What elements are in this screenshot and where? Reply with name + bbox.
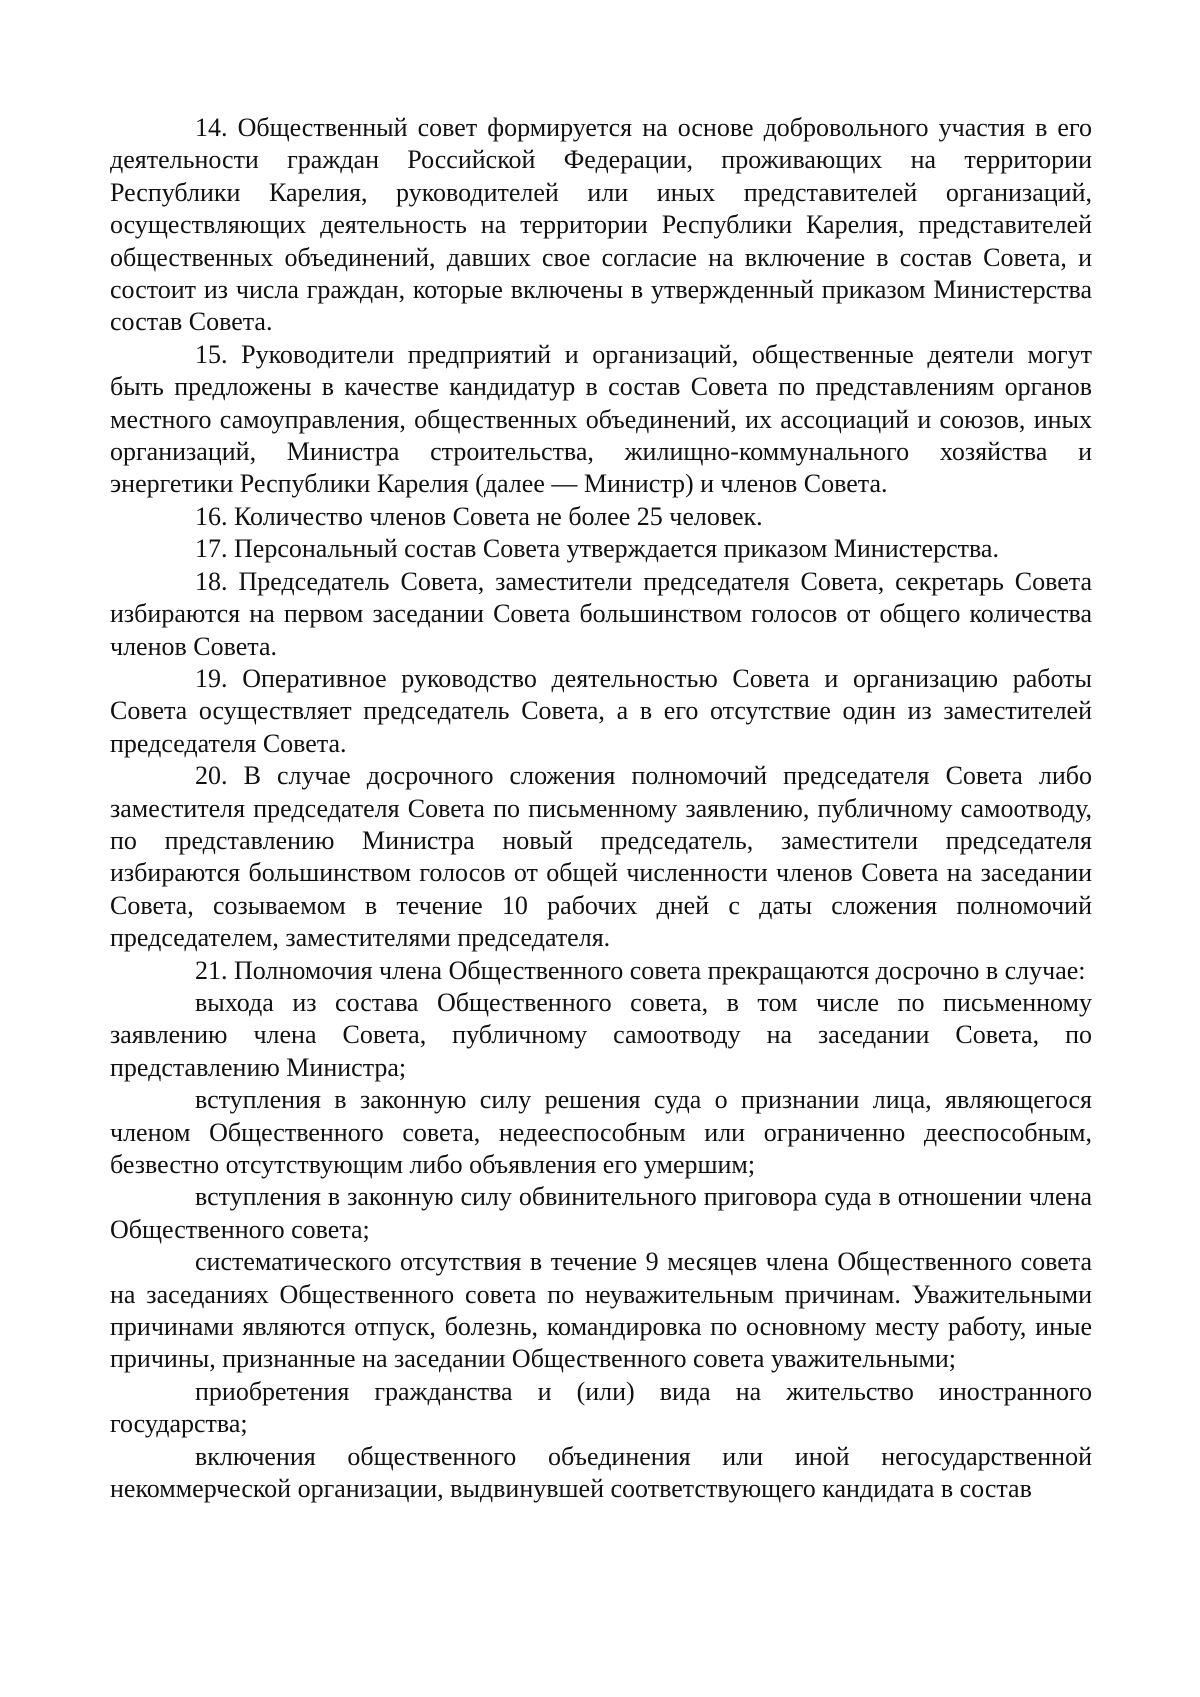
list-item-incapacity: вступления в законную силу решения суда о признании лица, являющегося членом Общественного совета, недееспособным или ограниченно дееспособным, безвестно отсутствующим либо объявления его умершим; — [110, 1085, 1092, 1179]
paragraph-item-15: 15. Руководители предприятий и организаций, общественные деятели могут быть предложены в качестве кандидатур в состав Совета по представлениям органов местного самоуправления, общественных объединений, их ассоциаций и союзов, иных организаций, Министра строительства, жилищно-коммунального хозяйства и энергетики Республики Карелия (далее — Министр) и членов Совета. — [110, 339, 1092, 499]
list-item-conviction: вступления в законную силу обвинительного приговора суда в отношении члена Общественного совета; — [110, 1182, 1092, 1244]
paragraph-item-21: 21. Полномочия члена Общественного совета прекращаются досрочно в случае: — [195, 955, 1086, 985]
paragraph-item-14: 14. Общественный совет формируется на основе добровольного участия в его деятельности граждан Российской Федерации, проживающих на территории Республики Карелия, руководителей или иных представителей организаций, осуществляющих деятельность на территории Республики Карелия, представителей общественных объединений, давших свое согласие на включение в состав Совета, и состоит из числа граждан, которые включены в утвержденный приказом Министерства состав Совета. — [110, 113, 1092, 337]
list-item-resignation: выхода из состава Общественного совета, в том числе по письменному заявлению члена Совета, публичному самоотводу на заседании Совета, по представлению Министра; — [110, 987, 1092, 1082]
document-body — [110, 112, 1092, 1505]
paragraph-item-17: 17. Персональный состав Совета утверждается приказом Министерства. — [195, 534, 999, 564]
list-item-organization: включения общественного объединения или иной негосударственной некоммерческой организации, выдвинувшей соответствующего кандидата в состав — [110, 1441, 1092, 1504]
list-item-absence: систематического отсутствия в течение 9 месяцев члена Общественного совета на заседаниях Общественного совета по неуважительным причинам. Уважительными причинами являются отпуск, болезнь, командировка по основному месту работу, иные причины, признанные на заседании Общественного совета уважительными; — [110, 1247, 1092, 1374]
paragraph-item-18: 18. Председатель Совета, заместители председателя Совета, секретарь Совета избираются на первом заседании Совета большинством голосов от общего количества членов Совета. — [110, 566, 1092, 661]
paragraph-item-20: 20. В случае досрочного сложения полномочий председателя Совета либо заместителя председателя Совета по письменному заявлению, публичному самоотводу, по представлению Министра новый председатель, заместители председателя избираются большинством голосов от общей численности членов Совета на заседании Совета, созываемом в течение 10 рабочих дней с даты сложения полномочий председателем, заместителями председателя. — [110, 761, 1092, 953]
list-item-citizenship: приобретения гражданства и (или) вида на жительство иностранного государства; — [110, 1376, 1092, 1439]
paragraph-item-16: 16. Количество членов Совета не более 25 человек. — [195, 501, 763, 531]
paragraph-item-19: 19. Оперативное руководство деятельностью Совета и организацию работы Совета осуществляет председатель Совета, а в его отсутствие один из заместителей председателя Совета. — [110, 663, 1092, 758]
